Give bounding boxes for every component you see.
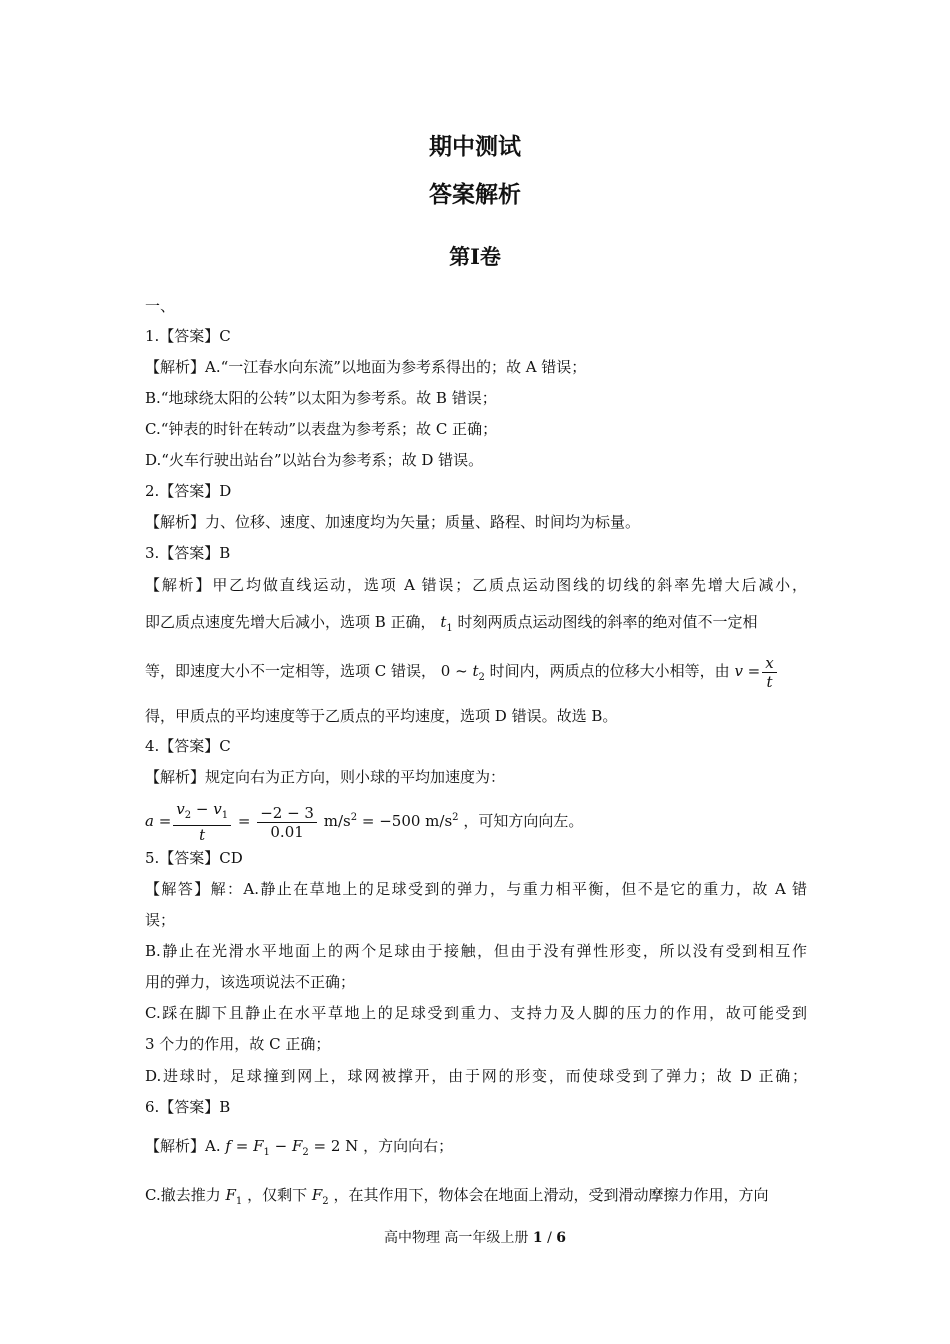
q3-answer: 3.【答案】B — [145, 544, 231, 562]
footer-subject: 高中物理 高一年级上册 — [383, 1230, 533, 1246]
q3-text-2a: 即乙质点速度先增大后减小，选项 B 正确， — [145, 613, 436, 631]
acceleration-formula: a = $\frac{v_2 - v_1}{t}$ = $\frac{-2 - 3}{0.01}$ $m/s^2 = -500$ $m/s^2$ — [145, 800, 459, 844]
section-title: 第I卷 — [449, 244, 501, 269]
q1-explanation-c: C.“钟表的时针在转动”以表盘为参考系；故 C 正确； — [145, 420, 498, 438]
time-range: 0 ~ $t_2$ — [440, 662, 485, 683]
footer-page-number: 1 — [532, 1230, 543, 1246]
velocity-formula: v = $\frac{x}{t}$ — [734, 662, 778, 680]
q1-answer: 1.【答案】C — [145, 327, 231, 345]
q6-text-2a: C.撤去推力 — [145, 1186, 221, 1204]
q5-explanation-3: C.踩在脚下且静止在水平草地上的足球受到重力、支持力及人脚的压力的作用，故可能受到 — [145, 1004, 807, 1022]
q4-text-2: ，可知方向向左。 — [463, 812, 584, 830]
q4-explanation-1: 【解析】规定向右为正方向，则小球的平均加速度为： — [145, 768, 506, 786]
q3-text-3b: 时间内，两质点的位移大小相等，由 — [489, 662, 730, 680]
q5-explanation-2: B.静止在光滑水平地面上的两个足球由于接触，但由于没有弹性形变，所以没有受到相互作 — [145, 942, 807, 960]
q6-text-1a: 【解析】A. — [145, 1137, 221, 1155]
page-footer: 高中物理 高一年级上册 1 / 6 — [383, 1230, 567, 1246]
q5-explanation-1: 【解答】解：A.静止在草地上的足球受到的弹力，与重力相平衡，但不是它的重力，故 A 错 — [145, 880, 807, 898]
q5-explanation-1b: 误； — [145, 911, 176, 929]
q5-explanation-4: D.进球时，足球撞到网上，球网被撑开，由于网的形变，而使球受到了弹力；故 D 正确； — [145, 1067, 807, 1085]
q5-explanation-2b: 用的弹力，该选项说法不正确； — [145, 973, 356, 991]
t1-symbol: $t_1$ — [440, 613, 453, 634]
q4-explanation-2 — [145, 798, 583, 844]
q6-text-2c: ，在其作用下，物体会在地面上滑动，受到滑动摩擦力作用，方向 — [333, 1186, 769, 1204]
q3-explanation-4: 得，甲质点的平均速度等于乙质点的平均速度，选项 D 错误。故选 B。 — [145, 707, 618, 725]
q2-explanation: 【解析】力、位移、速度、加速度均为矢量；质量、路程、时间均为标量。 — [145, 513, 641, 531]
q5-explanation-3b: 3 个力的作用，故 C 正确； — [145, 1035, 331, 1053]
q6-text-1b: ，方向向右； — [363, 1137, 454, 1155]
q3-explanation-2 — [145, 612, 758, 639]
q3-text-2b: 时刻两质点运动图线的斜率的绝对值不一定相 — [457, 613, 758, 631]
q5-answer: 5.【答案】CD — [145, 849, 243, 867]
q1-explanation-b: B.“地球绕太阳的公转”以太阳为参考系。故 B 错误； — [145, 389, 497, 407]
q6-explanation-1 — [145, 1136, 453, 1163]
q6-answer: 6.【答案】B — [145, 1098, 231, 1116]
q1-explanation-d: D.“火车行驶出站台”以站台为参考系；故 D 错误。 — [145, 451, 484, 469]
friction-formula: $f = F_1 - F_2 = 2$ N — [225, 1137, 359, 1158]
page-title: 期中测试 — [429, 133, 521, 160]
F2-symbol: $F_2$ — [311, 1186, 329, 1207]
F1-symbol: $F_1$ — [225, 1186, 243, 1207]
q6-explanation-2 — [145, 1185, 768, 1212]
q3-explanation-1: 【解析】甲乙均做直线运动，选项 A 错误；乙质点运动图线的切线的斜率先增大后减小， — [145, 576, 807, 594]
footer-page-total: 6 — [556, 1230, 567, 1246]
q2-answer: 2.【答案】D — [145, 482, 232, 500]
q6-text-2b: ，仅剩下 — [247, 1186, 308, 1204]
q3-text-3a: 等，即速度大小不一定相等，选项 C 错误， — [145, 662, 437, 680]
q4-answer: 4.【答案】C — [145, 737, 231, 755]
q3-explanation-3 — [145, 652, 779, 697]
q1-explanation-a: 【解析】A.“一江春水向东流”以地面为参考系得出的；故 A 错误； — [145, 358, 587, 376]
page-subtitle: 答案解析 — [429, 181, 521, 208]
part-label: 一、 — [145, 297, 176, 315]
